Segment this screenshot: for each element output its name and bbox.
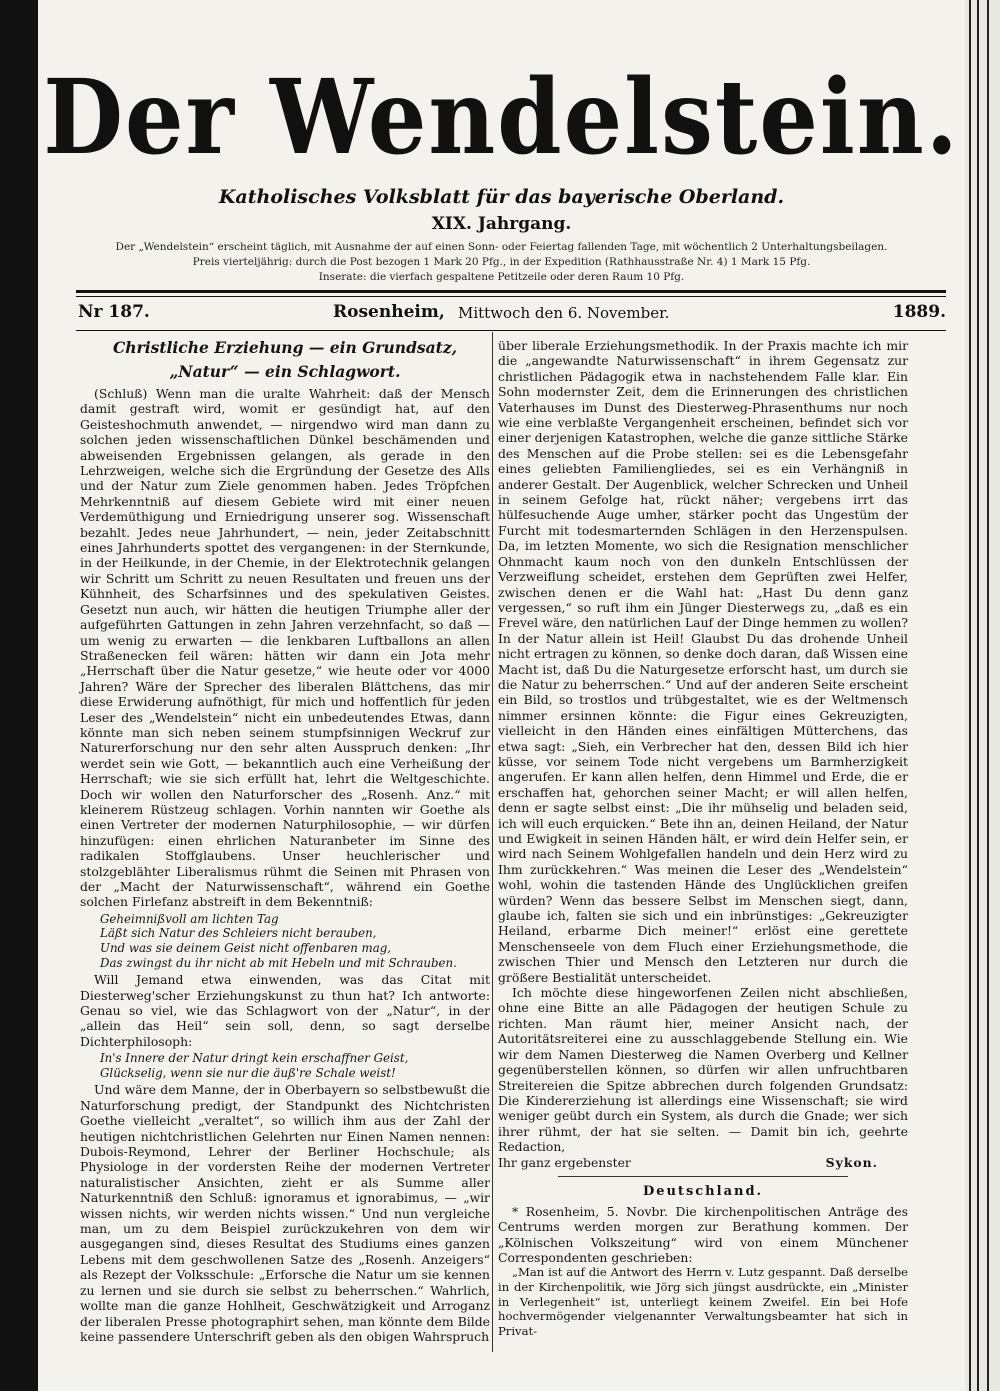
issue-place: Rosenheim, bbox=[333, 302, 445, 322]
poem-quote bbox=[100, 1051, 490, 1080]
article-paragraph: (Schluß) Wenn man die uralte Wahrheit: daß der Mensch damit gestraft wird, womit er gesündigt hat, auf den Geisteshochmuth anwendet, — nirgendwo wird man dann zu solchen jeden wissenschaftlichen Dünkel beschämenden und abweisenden Ergebnissen gelangen, als gerade in den Lehrzweigen, welche sich die Ergründung der Gesetze des Alls und der Natur zum Ziele genommen haben. Jedes Tröpfchen Mehrkenntniß auf diesem Gebiete wird mit einer neuen Verdemüthigung und Erniedrigung unserer sog. Wissenschaft bezahlt. Jedes neue Jahrhundert, — nein, jeder Zeitabschnitt eines Jahrhunderts spottet des vergangenen: in der Sternkunde, in der Heilkunde, in der Chemie, in der Elektrotechnik gelangen wir Schritt um Schritt zu neuen Resultaten und freuen uns der Kühnheit, des Scharfsinnes und des spekulativen Geistes. Gesetzt nun auch, wir hätten die heutigen Triumphe aller der aufgeführten Gattungen in zehn Jahren verzehnfacht, so daß — um wenig zu erwarten — die lenkbaren Luftballons an allen Straßenecken feil wären: hätten wir dann ein Jota mehr „Herrschaft über die Natur gesetze,“ wie heute oder vor 4000 Jahren? Wäre der Sprecher des liberalen Blättchens, das mir diese Erwiderung aufnöthigt, für mich und hoffentlich für jeden Leser des „Wendelstein“ nicht ein unbedeutendes Etwas, dann könnte man sich neben seinem stumpfsinnigen Weckruf zur Naturerforschung nur den sehr alten Ausspruch denken: „Ihr werdet sein wie Gott, — bekanntlich auch eine Verheißung der Herrschaft; wie sie sich erfüllt hat, lehrt die Weltgeschichte. Doch wir wollen den Naturforscher des „Rosenh. Anz.“ mit kleinerem Rüstzeug schlagen. Vorhin nannten wir Goethe als einen Vertreter der modernen Naturphilosophie, — wir dürfen hinzufügen: einen ehrlichen Naturanbeter im Sinne des radikalen Stoffglaubens. Unser heuchlerischer und stolzgeblähter Liberalismus rühmt die Seinen mit Phrasen von der „Macht der Naturwissenschaft“, während ein Goethe solchen Firlefanz abstreift in dem Bekenntniß: bbox=[80, 386, 490, 910]
column-right bbox=[498, 338, 908, 1338]
article-headline-1: Christliche Erziehung — ein Grundsatz, bbox=[112, 338, 458, 357]
advert-notice: Inserate: die vierfach gespaltene Petitzeile oder deren Raum 10 Pfg. bbox=[318, 271, 685, 283]
newspaper-page bbox=[38, 0, 965, 1391]
volume-year: XIX. Jahrgang. bbox=[431, 214, 572, 234]
article-paragraph: Will Jemand etwa einwenden, was das Citat mit Diesterweg'scher Erziehungskunst zu thun hat? Ich antworte: Genau so viel, wie das Schlagwort von der „Natur“, in der „allein das Heil“ sein soll, denn, so sagt derselbe Dichterphilosoph: bbox=[80, 972, 490, 1049]
book-spine bbox=[0, 0, 38, 1391]
issue-year: 1889. bbox=[892, 302, 946, 322]
section-heading: Deutschland. bbox=[642, 1184, 764, 1200]
article-paragraph: über liberale Erziehungsmethodik. In der Praxis machte ich mir die „angewandte Naturwissenschaft“ in ihrem Gegensatz zur christlichen Pädagogik etwa in nachstehendem Falle klar. Ein Sohn modernster Zeit, dem die Erinnerungen des christlichen Vaterhauses im Dunst des Diesterweg-Phrasenthums nur noch wie eine verblaßte Vergangenheit erscheinen, befindet sich vor einer derjenigen Katastrophen, welche die ganze sittliche Stärke des Menschen auf die Probe stellen: sei es die Lebensgefahr eines geliebten Familiengliedes, sei es ein Verhängniß in anderer Gestalt. Der Augenblick, welcher Schrecken und Unheil in seinem Gefolge hat, rückt näher; vergebens irrt das hülfesuchende Auge umher, stärker pocht das Ungestüm der Furcht mit todesmarternden Schlägen in den Herzenspulsen. Da, im letzten Momente, wo sich die Resignation menschlicher Ohnmacht kaum noch von den dunkeln Entschlüssen der Verzweiflung scheidet, erstehen dem Geprüften zwei Helfer, zwischen denen er die Wahl hat: „Hast Du denn ganz vergessen,“ so ruft ihm ein Jünger Diesterwegs zu, „daß es ein Frevel wäre, den natürlichen Lauf der Dinge hemmen zu wollen? In der Natur allein ist Heil! Glaubst Du das drohende Unheil nicht ertragen zu können, so denke doch daran, daß Wissen eine Macht ist, daß Du die Naturgesetze erforscht hast, um durch sie die Natur zu beherrschen.“ Und auf der anderen Seite erscheint ein Bild, so trostlos und trübgestaltet, wie es der Weltmensch nimmer ersinnen könnte: die Figur eines Gekreuzigten, vielleicht in den Händen eines einfältigen Mütterchens, das etwa sagt: „Sieh, ein Verbrecher hat den, dessen Bild ich hier küsse, vor seinem Tode nicht vergebens um Barmherzigkeit angerufen. Er kann allen helfen, denn Himmel und Erde, die er erschaffen hat, gehorchen seiner Macht; er will allen helfen, denn er sagte selbst einst: „Die ihr mühselig und beladen seid, ich will euch erquicken.“ Bete ihn an, deinen Heiland, der Natur und Ewigkeit in seinen Händen hält, er wird dein Helfer sein, er wird nach Seinem Wohlgefallen handeln und dein Herz wird zu Ihm zurückkehren.“ Was meinen die Leser des „Wendelstein“ wohl, wohin die tastenden Hände des Unglücklichen greifen würden? Wenn das bessere Selbst im Menschen siegt, dann, glaube ich, falten sie sich und ein inbrünstiges: „Gekreuzigter Heiland, erbarme Dich meiner!“ erlöst eine gerettete Menschenseele von dem Fluch einer Erziehungsmethode, die zwischen Thier und Mensch den Letzteren nur durch die größere Bestialität unterscheidet. bbox=[498, 338, 908, 985]
column-divider bbox=[492, 332, 493, 1352]
issue-number: Nr 187. bbox=[78, 302, 150, 322]
article-closing: Ihr ganz ergebenster bbox=[498, 1154, 631, 1170]
news-quote: „Man ist auf die Antwort des Herrn v. Lutz gespannt. Daß derselbe in der Kirchenpolitik, wie Jörg sich jüngst ausdrückte, ein „Minister in Verlegenheit“ ist, unterliegt keinem Zweifel. Ein bei Hofe hochvermögender vielgenannter Verwaltungsbeamter hat sich in Privat- bbox=[498, 1265, 908, 1338]
column-left bbox=[80, 338, 490, 1344]
price-notice: Preis vierteljährig: durch die Post bezogen 1 Mark 20 Pfg., in der Expedition (Rathhausstraße Nr. 4) 1 Mark 15 Pfg. bbox=[192, 256, 811, 268]
header-rule-thin bbox=[76, 296, 946, 297]
poem-line: Läßt sich Natur des Schleiers nicht berauben, bbox=[100, 926, 377, 941]
header-rule bbox=[76, 290, 946, 293]
poem-line: In's Innere der Natur dringt kein erschaffner Geist, bbox=[100, 1051, 409, 1066]
poem-line: Und was sie deinem Geist nicht offenbaren mag, bbox=[100, 941, 392, 955]
section-rule bbox=[558, 1176, 848, 1177]
poem-line: Glückselig, wenn sie nur die äuß're Schale weist! bbox=[100, 1065, 396, 1080]
poem-line: Das zwingst du ihr nicht ab mit Hebeln und mit Schrauben. bbox=[100, 955, 457, 970]
poem-quote bbox=[100, 912, 490, 970]
issue-line bbox=[78, 302, 946, 326]
article-paragraph: Und wäre dem Manne, der in Oberbayern so selbstbewußt die Naturforschung predigt, der Standpunkt des Nichtchristen Goethe vielleicht „veraltet“, so willich ihm aus der Zahl der heutigen nichtchristlichen Gelehrten nur Einen Namen nennen: Dubois-Reymond, Lehrer der Berliner Hochschule; als Physiologe in der vordersten Reihe der modernen Vertreter naturalistischer Ansichten, zieht er als Summe aller Naturkenntniß den Schluß: ignoramus et ignorabimus, — „wir wissen nichts, wir werden nichts wissen.“ Und nun vergleiche man, um zu dem Beispiel zurückzukehren von dem wir ausgegangen sind, dieses Resultat des Studiums eines ganzen Lebens mit dem geschwollenen Satze des „Rosenh. Anzeigers“ als Rezept der Volksschule: „Erforsche die Natur um sie kennen zu lernen und sie durch sie selbst zu beherrschen.“ Wahrlich, wollte man die ganze Hohlheit, Geschwätzigkeit und Arroganz der liberalen Presse photographirt sehen, man könnte dem Bilde keine passendere Unterschrift geben als den obigen Wahrspruch bbox=[80, 1082, 490, 1344]
masthead-title: Der Wendelstein. bbox=[43, 56, 960, 178]
masthead-subtitle: Katholisches Volksblatt für das bayerische Oberland. bbox=[218, 186, 785, 208]
issue-rule bbox=[76, 330, 946, 331]
publication-notice: Der „Wendelstein“ erscheint täglich, mit Ausnahme der auf einen Sonn- oder Feiertag fallenden Tage, mit wöchentlich 2 Unterhaltungsbeilagen. bbox=[115, 241, 888, 253]
poem-line: Geheimnißvoll am lichten Tag bbox=[100, 911, 279, 926]
issue-date: Mittwoch den 6. November. bbox=[458, 304, 670, 322]
page-stack-edge bbox=[965, 0, 1000, 1391]
article-headline-2: „Natur“ — ein Schlagwort. bbox=[169, 362, 401, 381]
news-paragraph: * Rosenheim, 5. Novbr. Die kirchenpolitischen Anträge des Centrums werden morgen zur Berathung kommen. Der „Kölnischen Volkszeitung“ wird von einem Münchener Correspondenten geschrieben: bbox=[498, 1203, 908, 1265]
article-paragraph: Ich möchte diese hingeworfenen Zeilen nicht abschließen, ohne eine Bitte an alle Pädagogen der heutigen Schule zu richten. Man räumt hier, meiner Ansicht nach, der Autoritätsreiterei eine zu ausschlaggebende Stellung ein. Wie wir dem Namen Diesterweg die Namen Overberg und Kellner gegenüberstellen können, so dürfen wir allen unfruchtbaren Streitereien die Spitze abbrechen durch folgenden Grundsatz: Die Kindererziehung ist allerdings eine Wissenschaft; sie wird weniger geübt durch ein System, als durch die Gnade; wer sich ihrer rühmt, der hat sie selten. — Damit bin ich, geehrte Redaction, bbox=[498, 985, 908, 1155]
article-signature: Sykon. bbox=[825, 1154, 878, 1170]
